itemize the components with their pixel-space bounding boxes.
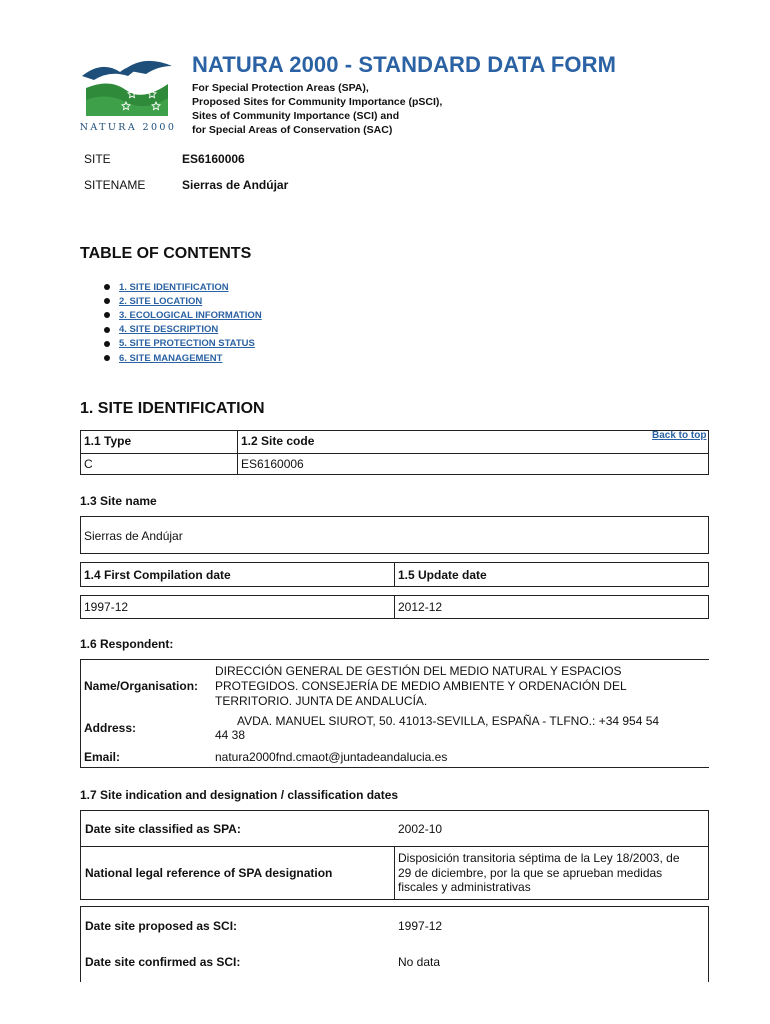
bullet-icon — [104, 284, 110, 290]
subtitle-line: For Special Protection Areas (SPA), — [192, 82, 369, 94]
site-label: SITE — [84, 152, 111, 166]
toc-item — [104, 337, 262, 351]
subtitle-line: for Special Areas of Conservation (SAC) — [192, 124, 393, 136]
respondent-name-line: TERRITORIO. JUNTA DE ANDALUCÍA. — [215, 694, 428, 708]
form-title: NATURA 2000 - STANDARD DATA FORM — [192, 52, 617, 77]
toc-item — [104, 280, 262, 294]
bullet-icon — [104, 298, 110, 304]
spa-reference-line: fiscales y administrativas — [398, 880, 531, 894]
toc-item — [104, 308, 262, 322]
bullet-icon — [104, 327, 110, 333]
spa-date-value: 2002-10 — [398, 822, 443, 836]
toc-link-site-identification[interactable]: 1. SITE IDENTIFICATION — [119, 281, 229, 293]
designation-heading: 1.7 Site indication and designation / classification dates — [80, 788, 399, 802]
respondent-email-value: natura2000fnd.cmaot@juntadeandalucia.es — [215, 750, 448, 764]
sitename-value: Sierras de Andújar — [182, 178, 289, 192]
update-date-label: 1.5 Update date — [398, 568, 487, 582]
subtitle-line: Proposed Sites for Community Importance (pSCI), — [192, 96, 443, 108]
site-code-value: ES6160006 — [241, 457, 304, 471]
toc-link-site-description[interactable]: 4. SITE DESCRIPTION — [119, 324, 219, 336]
toc-link-site-management[interactable]: 6. SITE MANAGEMENT — [119, 352, 223, 364]
svg-text:NATURA 2000: NATURA 2000 — [80, 122, 177, 133]
bullet-icon — [104, 355, 110, 361]
toc-item — [104, 294, 262, 308]
respondent-address-line: 44 38 — [215, 728, 246, 742]
site-value: ES6160006 — [182, 152, 245, 166]
type-label: 1.1 Type — [84, 434, 132, 448]
sci-proposed-value: 1997-12 — [398, 919, 443, 933]
site-code-label: 1.2 Site code — [241, 434, 315, 448]
site-name-value: Sierras de Andújar — [84, 529, 183, 543]
type-value: C — [84, 457, 93, 471]
respondent-address-label: Address: — [84, 721, 137, 735]
subtitle-line: Sites of Community Importance (SCI) and — [192, 110, 400, 122]
toc-list — [104, 280, 262, 365]
respondent-address-line: AVDA. MANUEL SIUROT, 50. 41013-SEVILLA, ESPAÑA - TLFNO.: +34 954 54 — [237, 714, 660, 728]
sci-confirmed-label: Date site confirmed as SCI: — [85, 955, 241, 969]
sci-proposed-label: Date site proposed as SCI: — [85, 919, 238, 933]
sci-confirmed-value: No data — [398, 955, 441, 969]
spa-date-label: Date site classified as SPA: — [85, 822, 241, 836]
spa-reference-line: 29 de diciembre, por la que se aprueban medidas — [398, 866, 663, 880]
respondent-name-line: DIRECCIÓN GENERAL DE GESTIÓN DEL MEDIO NATURAL Y ESPACIOS — [215, 664, 622, 678]
back-to-top-link[interactable]: Back to top — [652, 430, 707, 441]
toc-title: TABLE OF CONTENTS — [80, 245, 252, 262]
first-compilation-label: 1.4 First Compilation date — [84, 568, 231, 582]
bullet-icon — [104, 341, 110, 347]
section-title-site-identification: 1. SITE IDENTIFICATION — [80, 400, 265, 417]
respondent-heading: 1.6 Respondent: — [80, 637, 174, 651]
natura-2000-logo — [80, 50, 184, 134]
toc-link-ecological-information[interactable]: 3. ECOLOGICAL INFORMATION — [119, 309, 262, 321]
respondent-email-label: Email: — [84, 750, 121, 764]
spa-reference-line: Disposición transitoria séptima de la Ley 18/2003, de — [398, 851, 680, 865]
first-compilation-value: 1997-12 — [84, 600, 129, 614]
toc-item — [104, 323, 262, 337]
respondent-name-line: PROTEGIDOS. CONSEJERÍA DE MEDIO AMBIENTE Y ORDENACIÓN DEL — [215, 679, 627, 693]
bullet-icon — [104, 312, 110, 318]
toc-item — [104, 351, 262, 365]
spa-reference-label: National legal reference of SPA designation — [85, 866, 333, 880]
respondent-name-label: Name/Organisation: — [84, 679, 199, 693]
site-name-heading: 1.3 Site name — [80, 494, 157, 508]
sitename-label: SITENAME — [84, 178, 146, 192]
toc-link-site-location[interactable]: 2. SITE LOCATION — [119, 295, 203, 307]
update-date-value: 2012-12 — [398, 600, 443, 614]
toc-link-site-protection-status[interactable]: 5. SITE PROTECTION STATUS — [119, 338, 255, 350]
